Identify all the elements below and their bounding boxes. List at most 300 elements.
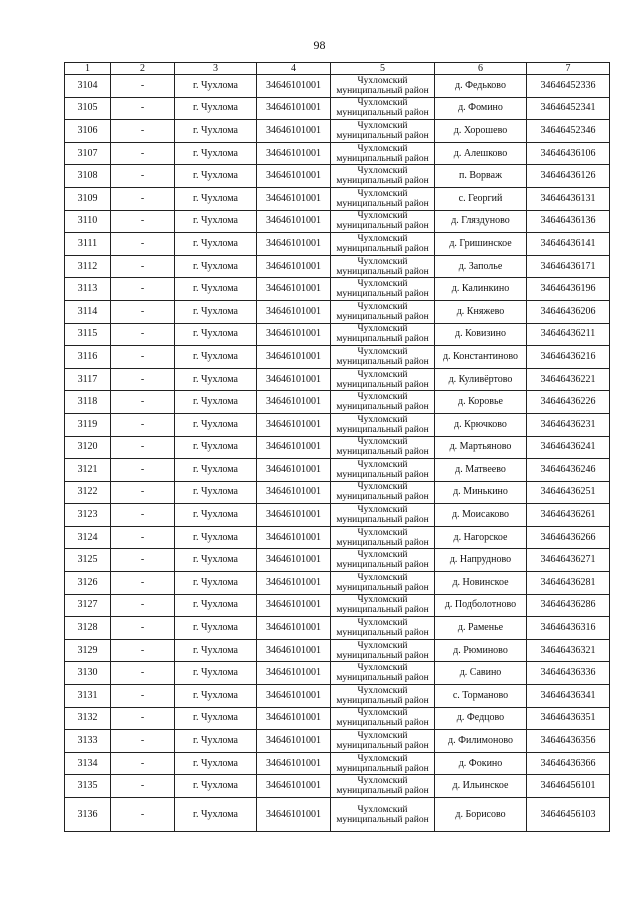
district-name-line: Чухломский (357, 279, 408, 290)
settlement-cell: д. Хорошево (435, 120, 527, 143)
district-type-line: муниципальный район (336, 741, 429, 752)
settlement-code-cell: 34646456101 (527, 775, 610, 798)
table-row (65, 662, 610, 685)
settlement-cell: д. Новинское (435, 572, 527, 595)
row-number-cell: 3105 (65, 97, 111, 120)
city-cell: г. Чухлома (175, 798, 257, 832)
city-cell: г. Чухлома (175, 278, 257, 301)
dash-cell: - (111, 120, 175, 143)
city-cell: г. Чухлома (175, 730, 257, 753)
settlement-code-cell: 34646436321 (527, 639, 610, 662)
settlement-code-cell: 34646456103 (527, 798, 610, 832)
district-cell (331, 165, 435, 188)
settlement-cell: д. Коровье (435, 391, 527, 414)
district-cell (331, 662, 435, 685)
dash-cell: - (111, 549, 175, 572)
city-cell: г. Чухлома (175, 187, 257, 210)
district-name-line: Чухломский (357, 731, 408, 742)
settlement-code-cell: 34646452341 (527, 97, 610, 120)
row-number-cell: 3133 (65, 730, 111, 753)
district-type-line: муниципальный район (336, 469, 429, 480)
settlement-cell: д. Федьково (435, 75, 527, 98)
district-name-line: Чухломский (357, 437, 408, 448)
table-row (65, 594, 610, 617)
district-name-line: Чухломский (357, 804, 408, 815)
oktmo-code-cell: 34646101001 (257, 413, 331, 436)
row-number-cell: 3122 (65, 481, 111, 504)
district-name-line: Чухломский (357, 166, 408, 177)
district-cell (331, 413, 435, 436)
settlement-cell: д. Константиново (435, 346, 527, 369)
district-cell (331, 75, 435, 98)
city-cell: г. Чухлома (175, 436, 257, 459)
district-name-line: Чухломский (357, 685, 408, 696)
settlement-code-cell: 34646436271 (527, 549, 610, 572)
dash-cell: - (111, 323, 175, 346)
header-col-2: 2 (111, 63, 175, 75)
oktmo-code-cell: 34646101001 (257, 572, 331, 595)
city-cell: г. Чухлома (175, 97, 257, 120)
row-number-cell: 3115 (65, 323, 111, 346)
district-name-line: Чухломский (357, 143, 408, 154)
row-number-cell: 3132 (65, 707, 111, 730)
oktmo-code-cell: 34646101001 (257, 504, 331, 527)
oktmo-code-cell: 34646101001 (257, 526, 331, 549)
city-cell: г. Чухлома (175, 120, 257, 143)
row-number-cell: 3114 (65, 300, 111, 323)
settlement-code-cell: 34646436266 (527, 526, 610, 549)
district-type-line: муниципальный район (336, 582, 429, 593)
row-number-cell: 3124 (65, 526, 111, 549)
district-cell (331, 572, 435, 595)
settlement-code-cell: 34646436221 (527, 368, 610, 391)
settlement-code-cell: 34646436211 (527, 323, 610, 346)
dash-cell: - (111, 368, 175, 391)
table-row (65, 504, 610, 527)
table-row (65, 368, 610, 391)
city-cell: г. Чухлома (175, 526, 257, 549)
district-cell (331, 504, 435, 527)
district-cell (331, 549, 435, 572)
district-cell (331, 323, 435, 346)
settlement-cell: д. Фокино (435, 752, 527, 775)
dash-cell: - (111, 300, 175, 323)
settlement-code-cell: 34646436206 (527, 300, 610, 323)
dash-cell: - (111, 391, 175, 414)
district-name-line: Чухломский (357, 369, 408, 380)
dash-cell: - (111, 775, 175, 798)
oktmo-code-cell: 34646101001 (257, 165, 331, 188)
settlement-cell: д. Моисаково (435, 504, 527, 527)
oktmo-code-cell: 34646101001 (257, 75, 331, 98)
district-type-line: муниципальный район (336, 424, 429, 435)
settlement-cell: д. Филимоново (435, 730, 527, 753)
city-cell: г. Чухлома (175, 300, 257, 323)
oktmo-code-cell: 34646101001 (257, 798, 331, 832)
table-row (65, 210, 610, 233)
settlement-code-cell: 34646436196 (527, 278, 610, 301)
oktmo-code-cell: 34646101001 (257, 255, 331, 278)
district-cell (331, 97, 435, 120)
district-cell (331, 300, 435, 323)
city-cell: г. Чухлома (175, 233, 257, 256)
oktmo-code-cell: 34646101001 (257, 210, 331, 233)
settlement-code-cell: 34646452336 (527, 75, 610, 98)
settlement-cell: д. Алешково (435, 142, 527, 165)
oktmo-code-cell: 34646101001 (257, 752, 331, 775)
settlement-cell: д. Борисово (435, 798, 527, 832)
district-cell (331, 730, 435, 753)
district-cell (331, 752, 435, 775)
district-type-line: муниципальный район (336, 605, 429, 616)
oktmo-code-cell: 34646101001 (257, 549, 331, 572)
row-number-cell: 3110 (65, 210, 111, 233)
settlement-cell: д. Подболотново (435, 594, 527, 617)
district-cell (331, 775, 435, 798)
row-number-cell: 3118 (65, 391, 111, 414)
dash-cell: - (111, 752, 175, 775)
settlement-code-cell: 34646436106 (527, 142, 610, 165)
table-row (65, 300, 610, 323)
oktmo-code-cell: 34646101001 (257, 617, 331, 640)
oktmo-code-cell: 34646101001 (257, 436, 331, 459)
district-cell (331, 368, 435, 391)
settlement-cell: д. Напрудново (435, 549, 527, 572)
district-cell (331, 233, 435, 256)
row-number-cell: 3119 (65, 413, 111, 436)
city-cell: г. Чухлома (175, 255, 257, 278)
oktmo-code-cell: 34646101001 (257, 662, 331, 685)
header-col-6: 6 (435, 63, 527, 75)
city-cell: г. Чухлома (175, 549, 257, 572)
row-number-cell: 3121 (65, 459, 111, 482)
district-name-line: Чухломский (357, 663, 408, 674)
city-cell: г. Чухлома (175, 75, 257, 98)
settlement-cell: д. Крючково (435, 413, 527, 436)
table-row (65, 752, 610, 775)
dash-cell: - (111, 481, 175, 504)
settlement-cell: д. Матвеево (435, 459, 527, 482)
row-number-cell: 3134 (65, 752, 111, 775)
table-row (65, 639, 610, 662)
row-number-cell: 3125 (65, 549, 111, 572)
header-col-4: 4 (257, 63, 331, 75)
city-cell: г. Чухлома (175, 210, 257, 233)
dash-cell: - (111, 572, 175, 595)
district-cell (331, 526, 435, 549)
district-type-line: муниципальный район (336, 379, 429, 390)
district-name-line: Чухломский (357, 776, 408, 787)
oktmo-code-cell: 34646101001 (257, 346, 331, 369)
row-number-cell: 3130 (65, 662, 111, 685)
settlement-code-cell: 34646436251 (527, 481, 610, 504)
table-row (65, 572, 610, 595)
row-number-cell: 3135 (65, 775, 111, 798)
district-type-line: муниципальный район (336, 289, 429, 300)
district-name-line: Чухломский (357, 708, 408, 719)
district-type-line: муниципальный район (336, 198, 429, 209)
settlement-cell: д. Куливёртово (435, 368, 527, 391)
table-header-row (65, 63, 610, 75)
table-row (65, 187, 610, 210)
oktmo-code-cell: 34646101001 (257, 707, 331, 730)
district-cell (331, 685, 435, 708)
district-type-line: муниципальный район (336, 814, 429, 825)
settlement-code-cell: 34646436366 (527, 752, 610, 775)
dash-cell: - (111, 346, 175, 369)
dash-cell: - (111, 504, 175, 527)
settlements-table (64, 62, 610, 832)
district-cell (331, 142, 435, 165)
dash-cell: - (111, 730, 175, 753)
row-number-cell: 3129 (65, 639, 111, 662)
oktmo-code-cell: 34646101001 (257, 685, 331, 708)
table-row (65, 120, 610, 143)
table-row (65, 707, 610, 730)
city-cell: г. Чухлома (175, 481, 257, 504)
row-number-cell: 3106 (65, 120, 111, 143)
row-number-cell: 3111 (65, 233, 111, 256)
oktmo-code-cell: 34646101001 (257, 730, 331, 753)
settlement-cell: п. Ворваж (435, 165, 527, 188)
dash-cell: - (111, 75, 175, 98)
row-number-cell: 3112 (65, 255, 111, 278)
city-cell: г. Чухлома (175, 617, 257, 640)
district-name-line: Чухломский (357, 98, 408, 109)
district-type-line: муниципальный район (336, 356, 429, 367)
dash-cell: - (111, 459, 175, 482)
district-type-line: муниципальный район (336, 243, 429, 254)
row-number-cell: 3117 (65, 368, 111, 391)
district-name-line: Чухломский (357, 505, 408, 516)
settlement-cell: д. Рюминово (435, 639, 527, 662)
city-cell: г. Чухлома (175, 165, 257, 188)
dash-cell: - (111, 278, 175, 301)
district-cell (331, 798, 435, 832)
city-cell: г. Чухлома (175, 775, 257, 798)
settlement-code-cell: 34646436216 (527, 346, 610, 369)
district-cell (331, 617, 435, 640)
city-cell: г. Чухлома (175, 459, 257, 482)
oktmo-code-cell: 34646101001 (257, 278, 331, 301)
city-cell: г. Чухлома (175, 707, 257, 730)
district-name-line: Чухломский (357, 550, 408, 561)
row-number-cell: 3108 (65, 165, 111, 188)
settlement-code-cell: 34646436341 (527, 685, 610, 708)
dash-cell: - (111, 436, 175, 459)
settlement-cell: д. Фомино (435, 97, 527, 120)
oktmo-code-cell: 34646101001 (257, 459, 331, 482)
dash-cell: - (111, 142, 175, 165)
district-name-line: Чухломский (357, 414, 408, 425)
district-type-line: муниципальный район (336, 515, 429, 526)
row-number-cell: 3131 (65, 685, 111, 708)
oktmo-code-cell: 34646101001 (257, 775, 331, 798)
table-row (65, 75, 610, 98)
settlement-code-cell: 34646436126 (527, 165, 610, 188)
table-row (65, 255, 610, 278)
district-name-line: Чухломский (357, 640, 408, 651)
district-name-line: Чухломский (357, 595, 408, 606)
city-cell: г. Чухлома (175, 368, 257, 391)
settlement-cell: с. Торманово (435, 685, 527, 708)
dash-cell: - (111, 413, 175, 436)
district-name-line: Чухломский (357, 482, 408, 493)
table-row (65, 730, 610, 753)
district-cell (331, 391, 435, 414)
settlement-code-cell: 34646436336 (527, 662, 610, 685)
district-name-line: Чухломский (357, 120, 408, 131)
table-row (65, 278, 610, 301)
district-cell (331, 346, 435, 369)
table-row (65, 233, 610, 256)
settlement-cell: д. Ильинское (435, 775, 527, 798)
row-number-cell: 3120 (65, 436, 111, 459)
oktmo-code-cell: 34646101001 (257, 368, 331, 391)
row-number-cell: 3123 (65, 504, 111, 527)
table-row (65, 798, 610, 832)
district-type-line: муниципальный район (336, 560, 429, 571)
city-cell: г. Чухлома (175, 594, 257, 617)
district-name-line: Чухломский (357, 301, 408, 312)
district-name-line: Чухломский (357, 392, 408, 403)
header-col-5: 5 (331, 63, 435, 75)
city-cell: г. Чухлома (175, 662, 257, 685)
table-row (65, 685, 610, 708)
settlement-code-cell: 34646436171 (527, 255, 610, 278)
settlement-code-cell: 34646452346 (527, 120, 610, 143)
district-cell (331, 639, 435, 662)
city-cell: г. Чухлома (175, 504, 257, 527)
dash-cell: - (111, 187, 175, 210)
district-type-line: муниципальный район (336, 402, 429, 413)
district-type-line: муниципальный район (336, 763, 429, 774)
district-name-line: Чухломский (357, 753, 408, 764)
table-row (65, 391, 610, 414)
district-name-line: Чухломский (357, 211, 408, 222)
district-type-line: муниципальный район (336, 108, 429, 119)
row-number-cell: 3136 (65, 798, 111, 832)
header-col-1: 1 (65, 63, 111, 75)
city-cell: г. Чухлома (175, 391, 257, 414)
dash-cell: - (111, 594, 175, 617)
district-cell (331, 594, 435, 617)
district-type-line: муниципальный район (336, 492, 429, 503)
settlement-code-cell: 34646436351 (527, 707, 610, 730)
settlement-cell: д. Нагорское (435, 526, 527, 549)
district-cell (331, 120, 435, 143)
settlement-cell: д. Княжево (435, 300, 527, 323)
settlement-code-cell: 34646436136 (527, 210, 610, 233)
header-col-3: 3 (175, 63, 257, 75)
district-type-line: муниципальный район (336, 673, 429, 684)
district-type-line: муниципальный район (336, 311, 429, 322)
dash-cell: - (111, 255, 175, 278)
district-cell (331, 481, 435, 504)
district-cell (331, 210, 435, 233)
oktmo-code-cell: 34646101001 (257, 391, 331, 414)
dash-cell: - (111, 707, 175, 730)
dash-cell: - (111, 662, 175, 685)
oktmo-code-cell: 34646101001 (257, 639, 331, 662)
district-name-line: Чухломский (357, 346, 408, 357)
settlement-cell: с. Георгий (435, 187, 527, 210)
settlement-code-cell: 34646436356 (527, 730, 610, 753)
district-name-line: Чухломский (357, 256, 408, 267)
oktmo-code-cell: 34646101001 (257, 300, 331, 323)
row-number-cell: 3128 (65, 617, 111, 640)
oktmo-code-cell: 34646101001 (257, 481, 331, 504)
table-row (65, 97, 610, 120)
city-cell: г. Чухлома (175, 323, 257, 346)
district-type-line: муниципальный район (336, 85, 429, 96)
district-name-line: Чухломский (357, 527, 408, 538)
district-name-line: Чухломский (357, 572, 408, 583)
district-type-line: муниципальный район (336, 334, 429, 345)
dash-cell: - (111, 617, 175, 640)
settlement-cell: д. Федцово (435, 707, 527, 730)
table-row (65, 346, 610, 369)
district-name-line: Чухломский (357, 188, 408, 199)
city-cell: г. Чухлома (175, 752, 257, 775)
row-number-cell: 3109 (65, 187, 111, 210)
oktmo-code-cell: 34646101001 (257, 142, 331, 165)
settlement-code-cell: 34646436131 (527, 187, 610, 210)
table-row (65, 459, 610, 482)
dash-cell: - (111, 233, 175, 256)
row-number-cell: 3113 (65, 278, 111, 301)
dash-cell: - (111, 685, 175, 708)
district-type-line: муниципальный район (336, 221, 429, 232)
table-row (65, 549, 610, 572)
settlement-cell: д. Минькино (435, 481, 527, 504)
oktmo-code-cell: 34646101001 (257, 594, 331, 617)
district-type-line: муниципальный район (336, 786, 429, 797)
settlement-code-cell: 34646436141 (527, 233, 610, 256)
header-col-7: 7 (527, 63, 610, 75)
oktmo-code-cell: 34646101001 (257, 97, 331, 120)
row-number-cell: 3116 (65, 346, 111, 369)
settlement-cell: д. Мартьяново (435, 436, 527, 459)
dash-cell: - (111, 97, 175, 120)
settlement-cell: д. Гляздуново (435, 210, 527, 233)
district-cell (331, 459, 435, 482)
district-type-line: муниципальный район (336, 537, 429, 548)
settlement-cell: д. Гришинское (435, 233, 527, 256)
oktmo-code-cell: 34646101001 (257, 187, 331, 210)
district-cell (331, 436, 435, 459)
district-type-line: муниципальный район (336, 130, 429, 141)
row-number-cell: 3127 (65, 594, 111, 617)
settlement-cell: д. Калинкино (435, 278, 527, 301)
settlement-cell: д. Савино (435, 662, 527, 685)
settlement-code-cell: 34646436286 (527, 594, 610, 617)
district-cell (331, 255, 435, 278)
dash-cell: - (111, 639, 175, 662)
table-row (65, 481, 610, 504)
settlement-code-cell: 34646436246 (527, 459, 610, 482)
settlement-code-cell: 34646436281 (527, 572, 610, 595)
table-row (65, 165, 610, 188)
district-type-line: муниципальный район (336, 266, 429, 277)
settlement-cell: д. Раменье (435, 617, 527, 640)
table-row (65, 526, 610, 549)
district-type-line: муниципальный район (336, 153, 429, 164)
settlement-code-cell: 34646436226 (527, 391, 610, 414)
district-type-line: муниципальный район (336, 628, 429, 639)
row-number-cell: 3107 (65, 142, 111, 165)
settlement-code-cell: 34646436231 (527, 413, 610, 436)
